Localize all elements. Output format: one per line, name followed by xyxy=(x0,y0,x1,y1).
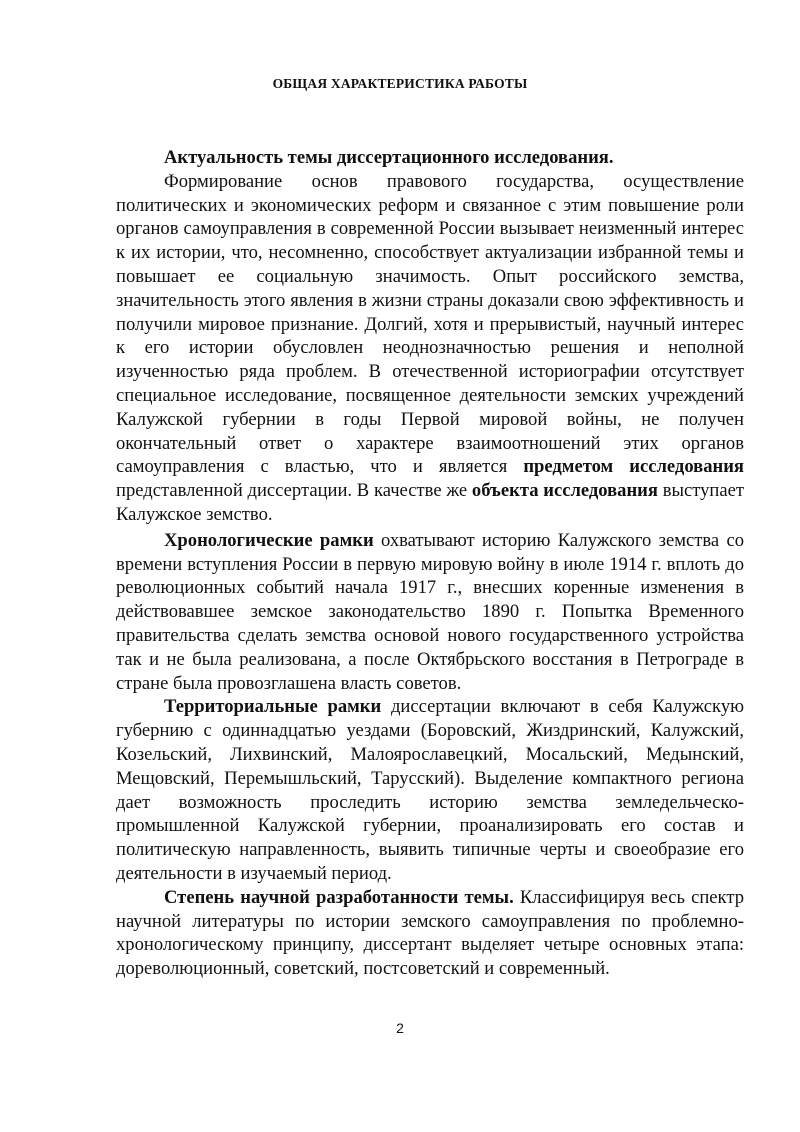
degree-title: Степень научной разработанности темы. xyxy=(164,886,514,908)
territory-text: диссертации включают в себя Калужскую губернию с одиннадцатью уездами (Боровский, Жиздринский, Калужский, Козельский, Лихвинский, Малоярославецкий, Мосальский, Медынский, Мещовский, Перемышльский, Тарусский). Выделение компактного региона дает возможность проследить историю земства земледельческо-промышленной Калужской губернии, проанализировать его состав и политическую направленность, выявить типичные черты и своеобразие его деятельности в изучаемый период. xyxy=(116,696,745,884)
page-number: 2 xyxy=(396,1020,404,1036)
relevance-text-2: представленной диссертации. В качестве же xyxy=(116,480,472,502)
document-body xyxy=(116,146,744,981)
term-object: объекта исследования xyxy=(471,480,658,502)
chronology-title: Хронологические рамки xyxy=(164,529,374,551)
relevance-title-paragraph xyxy=(116,146,744,170)
degree-paragraph xyxy=(116,886,744,981)
relevance-paragraph xyxy=(116,170,744,527)
chronology-text: охватывают историю Калужского земства со времени вступления России в первую мировую войну в июле 1914 г. вплоть до революционных событий начала 1917 г., внесших коренные изменения в действовавшее земское законодательство 1890 г. Попытка Временного правительства сделать земства основой нового государственного устройства так и не была реализована, а после Октябрьского восстания в Петрограде в стране была провозглашена власть советов. xyxy=(116,529,744,694)
territory-title: Территориальные рамки xyxy=(164,696,382,718)
chronology-paragraph xyxy=(116,529,744,696)
relevance-title: Актуальность темы диссертационного исследования. xyxy=(164,147,614,168)
relevance-text-1: Формирование основ правового государства, осуществление политических и экономических реформ и связанное с этим повышение роли органов самоуправления в современной России вызывает неизменный интерес к их истории, что, несомненно, способствует актуализации избранной темы и повышает ее социальную значимость. Опыт российского земства, значительность этого явления в жизни страны доказали свою эффективность и получили мировое признание. Долгий, хотя и прерывистый, научный интерес к его истории обусловлен неоднозначностью решения и неполной изученностью ряда проблем. В отечественной историографии отсутствует специальное исследование, посвященное деятельности земских учреждений Калужской губернии в годы Первой мировой войны, не получен окончательный ответ о характере взаимоотношений этих органов самоуправления с властью, что и является xyxy=(116,170,744,478)
territory-paragraph xyxy=(116,695,744,885)
term-subject: предметом исследования xyxy=(523,456,744,478)
degree-text: Классифицируя весь спектр научной литературы по истории земского самоуправления по проблемно-хронологическому принципу, диссертант выделяет четыре основных этапа: дореволюционный, советский, постсоветский и современный. xyxy=(116,886,744,980)
relevance-text-3: выступает Калужское земство. xyxy=(116,480,744,525)
page-heading: ОБЩАЯ ХАРАКТЕРИСТИКА РАБОТЫ xyxy=(272,76,528,91)
